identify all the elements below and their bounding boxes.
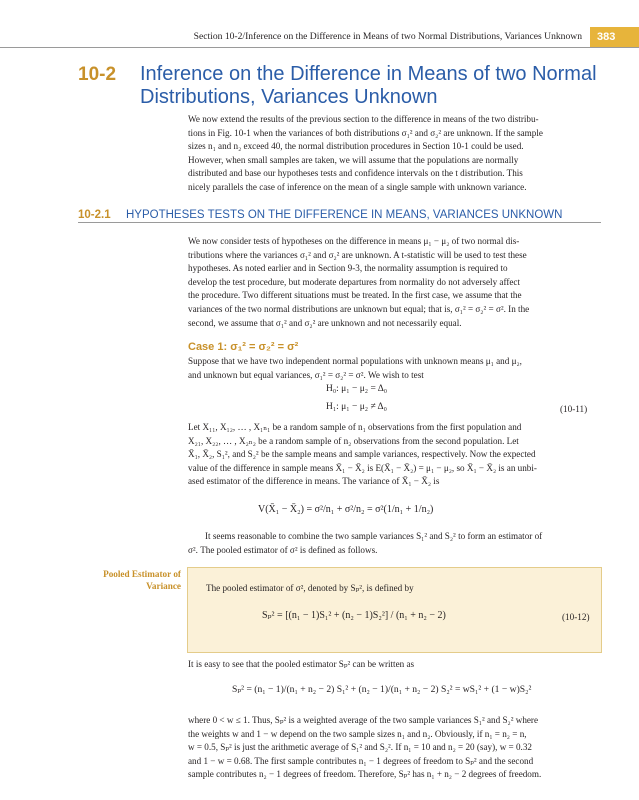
text-line: develop the test procedure, but moderate departures from normality do not adversely affect — [188, 276, 521, 287]
text-line: Suppose that we have two independent normal populations with unknown means μ₁ and μ₂, — [188, 356, 522, 366]
equation-number: (10-11) — [560, 404, 588, 414]
running-head: Section 10-2/Inference on the Difference in Means of two Normal Distributions, Variances Unknown — [193, 31, 582, 42]
text-line: It seems reasonable to combine the two sample variances S₁² and S₂² to form an estimator of — [205, 531, 543, 541]
text-line: X₂₁, X₂₂, … , X₂ₙ₂ be a random sample of n₂ observations from the second population. Let — [188, 435, 519, 446]
text-line: and 1 − w = 0.68. The first sample contributes n₁ − 1 degrees of freedom to Sₚ² and the second — [188, 755, 534, 766]
text-line: tributions where the variances σ₁² and σ₂² are unknown. A t-statistic will be used to test these — [188, 249, 527, 260]
text-line: tions in Fig. 10-1 when the variances of both distributions σ₁² and σ₂² are unknown. If the sample — [188, 127, 543, 138]
text-line: ased estimator of the difference in means. The variance of X̄₁ − X̄₂ is — [188, 476, 440, 487]
variance-equation: V(X̄₁ − X̄₂) = σ²/n₁ + σ²/n₂ = σ²(1/n₁ + 1/n₂) — [258, 504, 434, 515]
after-line: It is easy to see that the pooled estimator Sₚ² can be written as — [188, 659, 415, 669]
text-line: nicely parallels the case of inference on the mean of a single sample with unknown variance. — [188, 181, 527, 192]
weighted-formula: Sₚ² = (n₁ − 1)/(n₁ + n₂ − 2) S₁² + (n₂ − 1)/(n₁ + n₂ − 2) S₂² = wS₁² + (1 − w)S₂² — [232, 684, 532, 695]
subsection-rule — [78, 222, 601, 223]
header-rule — [0, 47, 639, 48]
text-line: where 0 < w ≤ 1. Thus, Sₚ² is a weighted average of the two sample variances S₁² and S₂² where — [188, 715, 539, 725]
case-heading: Case 1: σ₁² = σ₂² = σ² — [188, 341, 299, 353]
text-line: hypotheses. As noted earlier and in Section 9-3, the normality assumption is required to — [188, 263, 508, 274]
subsection-title: HYPOTHESES TESTS ON THE DIFFERENCE IN MEANS, VARIANCES UNKNOWN — [126, 209, 563, 221]
text-line: sample contributes n₂ − 1 degrees of freedom. Therefore, Sₚ² has n₁ + n₂ − 2 degrees of freedom. — [188, 769, 542, 780]
text-line: Let X₁₁, X₁₂, … , X₁ₙ₁ be a random sample of n₁ observations from the first population and — [188, 422, 522, 432]
text-line: the weights w and 1 − w depend on the two sample sizes n₁ and n₂. Obviously, if n₁ = n₂ = n, — [188, 728, 527, 739]
section-number: 10-2 — [78, 64, 117, 85]
text-line: X̄₁, X̄₂, S₁², and S₂² be the sample means and sample variances, respectively. Now the expected — [188, 449, 536, 460]
text-line: sizes n₁ and n₂ exceed 40, the normal distribution procedures in Section 10-1 could be used. — [188, 141, 524, 152]
intro-paragraph — [188, 113, 602, 195]
null-hypothesis: H₀: μ₁ − μ₂ = Δ₀ — [326, 384, 388, 394]
definition-text: The pooled estimator of σ², denoted by Sₚ², is defined by — [206, 583, 414, 593]
sample-paragraph — [188, 421, 602, 489]
case-paragraph — [188, 355, 602, 382]
alt-hypothesis: H₁: μ₁ − μ₂ ≠ Δ₀ — [326, 402, 387, 412]
text-line: We now extend the results of the previous section to the difference in means of the two distribu- — [188, 114, 539, 124]
text-line: second, we assume that σ₁² and σ₂² are unknown and not necessarily equal. — [188, 317, 462, 328]
text-line: σ². The pooled estimator of σ² is defined as follows. — [188, 544, 378, 555]
text-line: variances of the two normal distributions are unknown but equal; that is, σ₁² = σ₂² = σ². In the — [188, 303, 530, 314]
text-line: value of the difference in sample means X̄₁ − X̄₂ is E(X̄₁ − X̄₂) = μ₁ − μ₂, so X̄₁ − X̄₂ is an unbi- — [188, 462, 537, 473]
subsection-number: 10-2.1 — [78, 209, 111, 221]
text-line: and unknown but equal variances, σ₁² = σ₂² = σ². We wish to test — [188, 369, 424, 380]
equation-number: (10-12) — [562, 612, 590, 622]
margin-note: Pooled Estimator of Variance — [103, 569, 181, 591]
subsection-paragraph — [188, 235, 602, 330]
section-title: Inference on the Difference in Means of two Normal Distributions, Variances Unknown — [140, 63, 597, 108]
pooled-intro-paragraph — [188, 530, 602, 557]
text-line: distributed and base our hypotheses tests and confidence intervals on the t distribution. This — [188, 168, 523, 179]
text-line: w = 0.5, Sₚ² is just the arithmetic average of S₁² and S₂². If n₁ = 10 and n₂ = 20 (say), w = 0.32 — [188, 742, 532, 753]
text-line: However, when small samples are taken, we will assume that the populations are normally — [188, 154, 519, 165]
pooled-formula: Sₚ² = [(n₁ − 1)S₁² + (n₂ − 1)S₂²] / (n₁ + n₂ − 2) — [262, 610, 446, 621]
text-line: the procedure. Two different situations must be treated. In the first case, we assume that the — [188, 290, 522, 301]
weighted-paragraph — [188, 714, 602, 782]
page-number: 383 — [590, 27, 639, 47]
text-line: We now consider tests of hypotheses on the difference in means μ₁ − μ₂ of two normal dis- — [188, 236, 520, 246]
